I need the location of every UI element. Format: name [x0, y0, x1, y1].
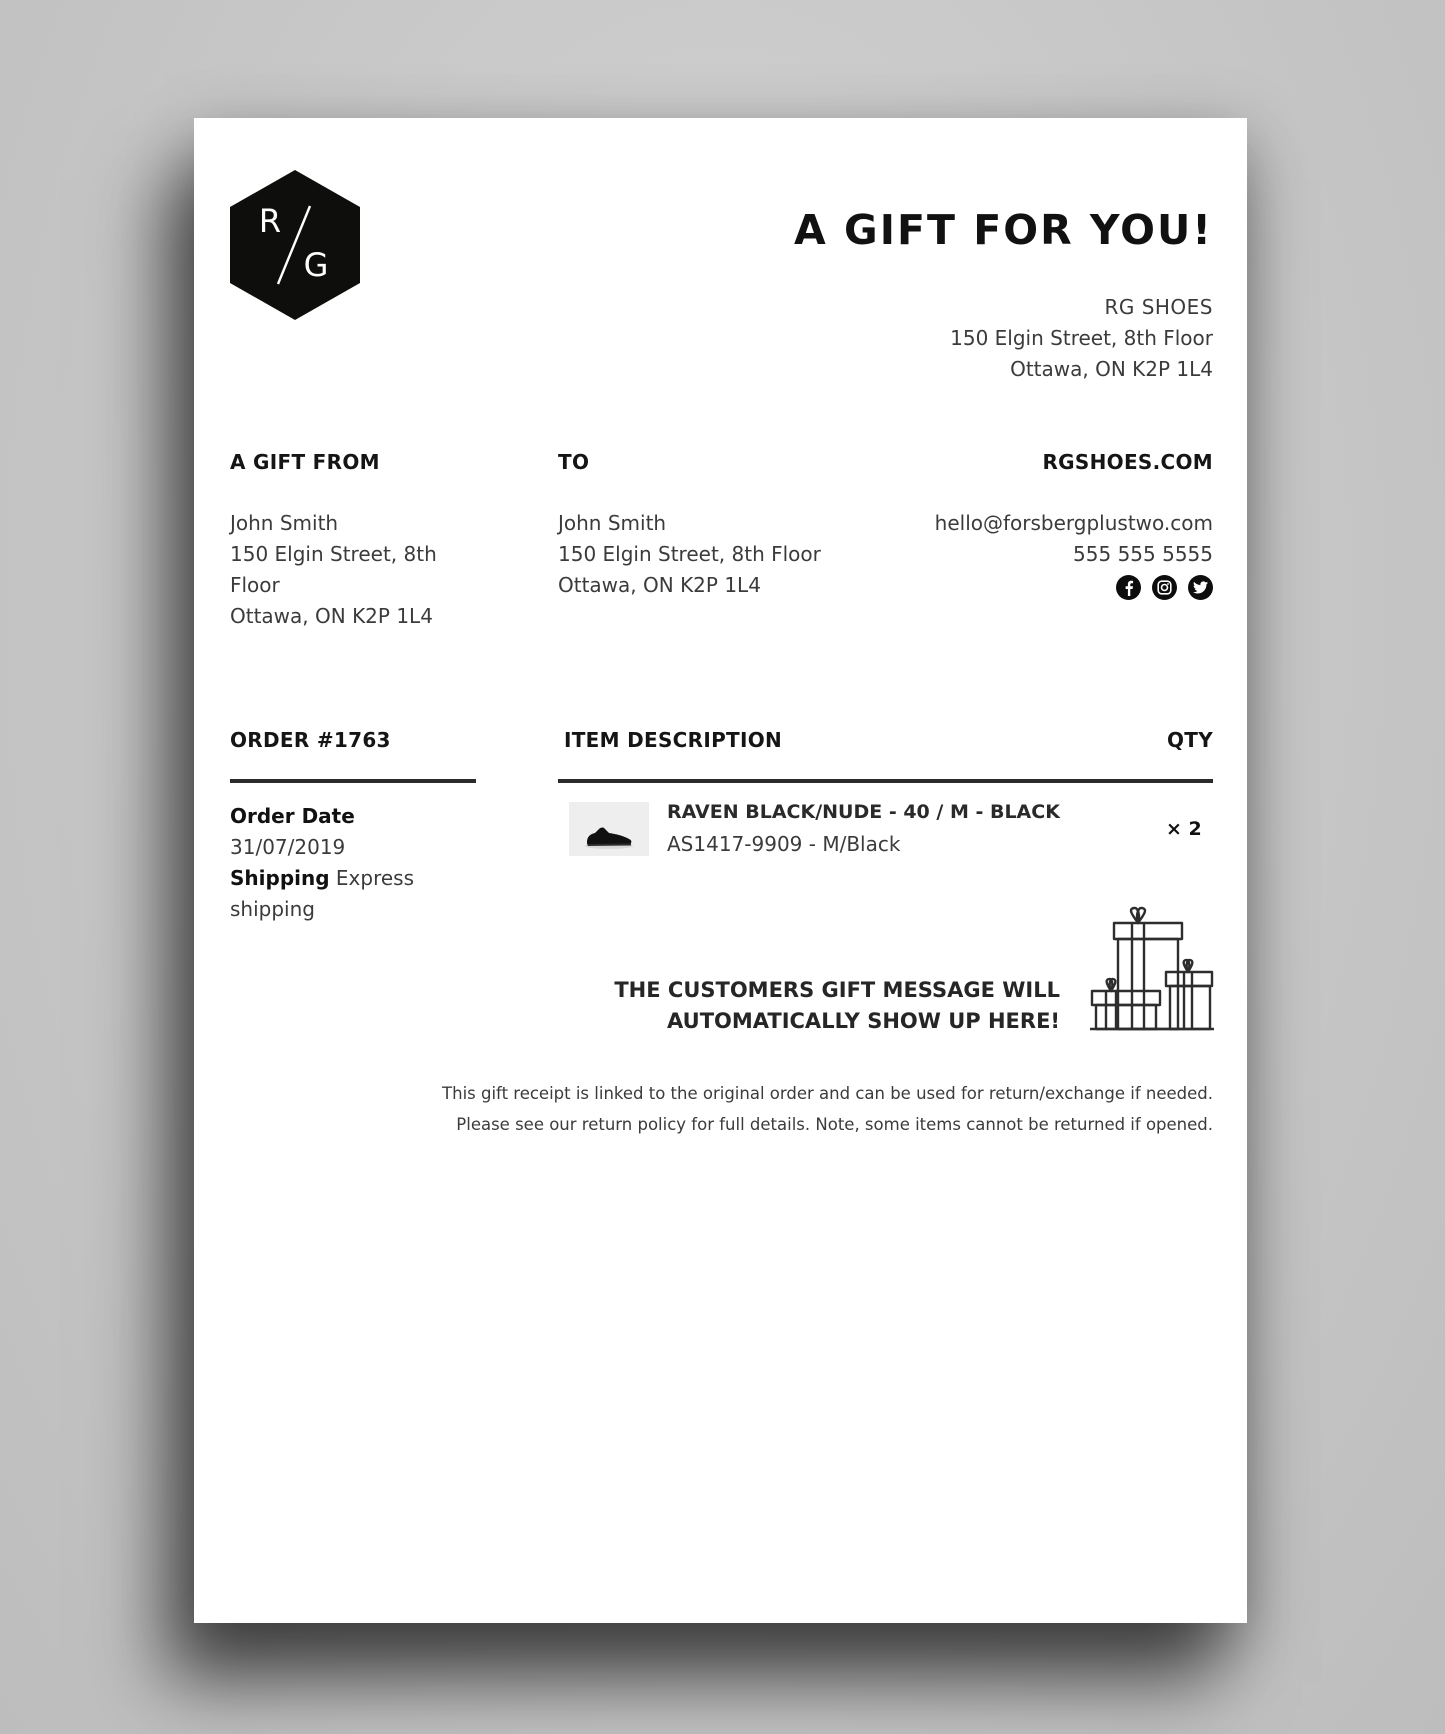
order-number-heading: ORDER #1763 [230, 728, 391, 752]
order-heading-divider [230, 779, 476, 783]
contact-block [935, 508, 1213, 570]
gift-message-line1: THE CUSTOMERS GIFT MESSAGE WILL [614, 978, 1060, 1002]
gift-from-name: John Smith [230, 511, 339, 535]
item-thumbnail [569, 802, 649, 856]
social-links [1116, 575, 1213, 600]
return-policy-line1: This gift receipt is linked to the original order and can be used for return/exchange if needed. [442, 1084, 1213, 1103]
qty-header: QTY [1166, 728, 1213, 752]
store-address-line2: Ottawa, ON K2P 1L4 [1010, 357, 1213, 381]
gift-to-heading: TO [558, 450, 590, 474]
gift-from-address-line3: Ottawa, ON K2P 1L4 [230, 604, 433, 628]
item-sku: AS1417-9909 - M/Black [667, 832, 901, 856]
gift-to-address-line1: 150 Elgin Street, 8th Floor [558, 542, 821, 566]
gift-from-address-line1: 150 Elgin Street, 8th [230, 542, 437, 566]
contact-email[interactable]: hello@forsbergplustwo.com [934, 511, 1213, 535]
item-description-header: ITEM DESCRIPTION [564, 728, 783, 752]
gift-to-address-line2: Ottawa, ON K2P 1L4 [558, 573, 761, 597]
gift-boxes-icon [1090, 904, 1215, 1031]
contact-phone: 555 555 5555 [1073, 542, 1213, 566]
gift-message-line2: AUTOMATICALLY SHOW UP HERE! [667, 1009, 1060, 1033]
gift-from-address [230, 508, 437, 632]
shipping-label: Shipping [230, 866, 330, 890]
gift-receipt-page [194, 118, 1247, 1623]
return-policy-line2: Please see our return policy for full details. Note, some items cannot be returned if opened. [456, 1115, 1213, 1134]
store-address-block [950, 292, 1213, 385]
logo-letter-r: R [258, 202, 282, 240]
store-name: RG SHOES [1104, 295, 1213, 319]
twitter-icon[interactable] [1188, 575, 1213, 600]
item-qty: × 2 [1166, 818, 1202, 840]
facebook-icon[interactable] [1116, 575, 1141, 600]
rg-logo-icon [230, 170, 360, 320]
gift-from-heading: A GIFT FROM [230, 450, 380, 474]
page-title: A GIFT FOR YOU! [794, 206, 1213, 254]
shipping-row [230, 863, 470, 894]
shoe-icon [569, 802, 649, 856]
order-date-value: 31/07/2019 [230, 835, 346, 859]
items-header-divider [558, 779, 1213, 783]
order-meta [230, 801, 470, 925]
order-date-row [230, 801, 470, 863]
shipping-value-line1: Express [335, 866, 415, 890]
gift-to-name: John Smith [558, 511, 667, 535]
item-title: RAVEN BLACK/NUDE - 40 / M - BLACK [667, 801, 1060, 823]
return-policy-note [442, 1078, 1213, 1140]
store-address-line1: 150 Elgin Street, 8th Floor [950, 326, 1213, 350]
gift-message [614, 975, 1060, 1037]
logo-letter-g: G [303, 246, 329, 284]
instagram-icon[interactable] [1152, 575, 1177, 600]
gift-from-address-line2: Floor [230, 573, 280, 597]
gift-to-address [558, 508, 821, 601]
store-website-heading[interactable]: RGSHOES.COM [1042, 450, 1213, 474]
shipping-value-line2: shipping [230, 897, 315, 921]
order-date-label: Order Date [230, 804, 355, 828]
